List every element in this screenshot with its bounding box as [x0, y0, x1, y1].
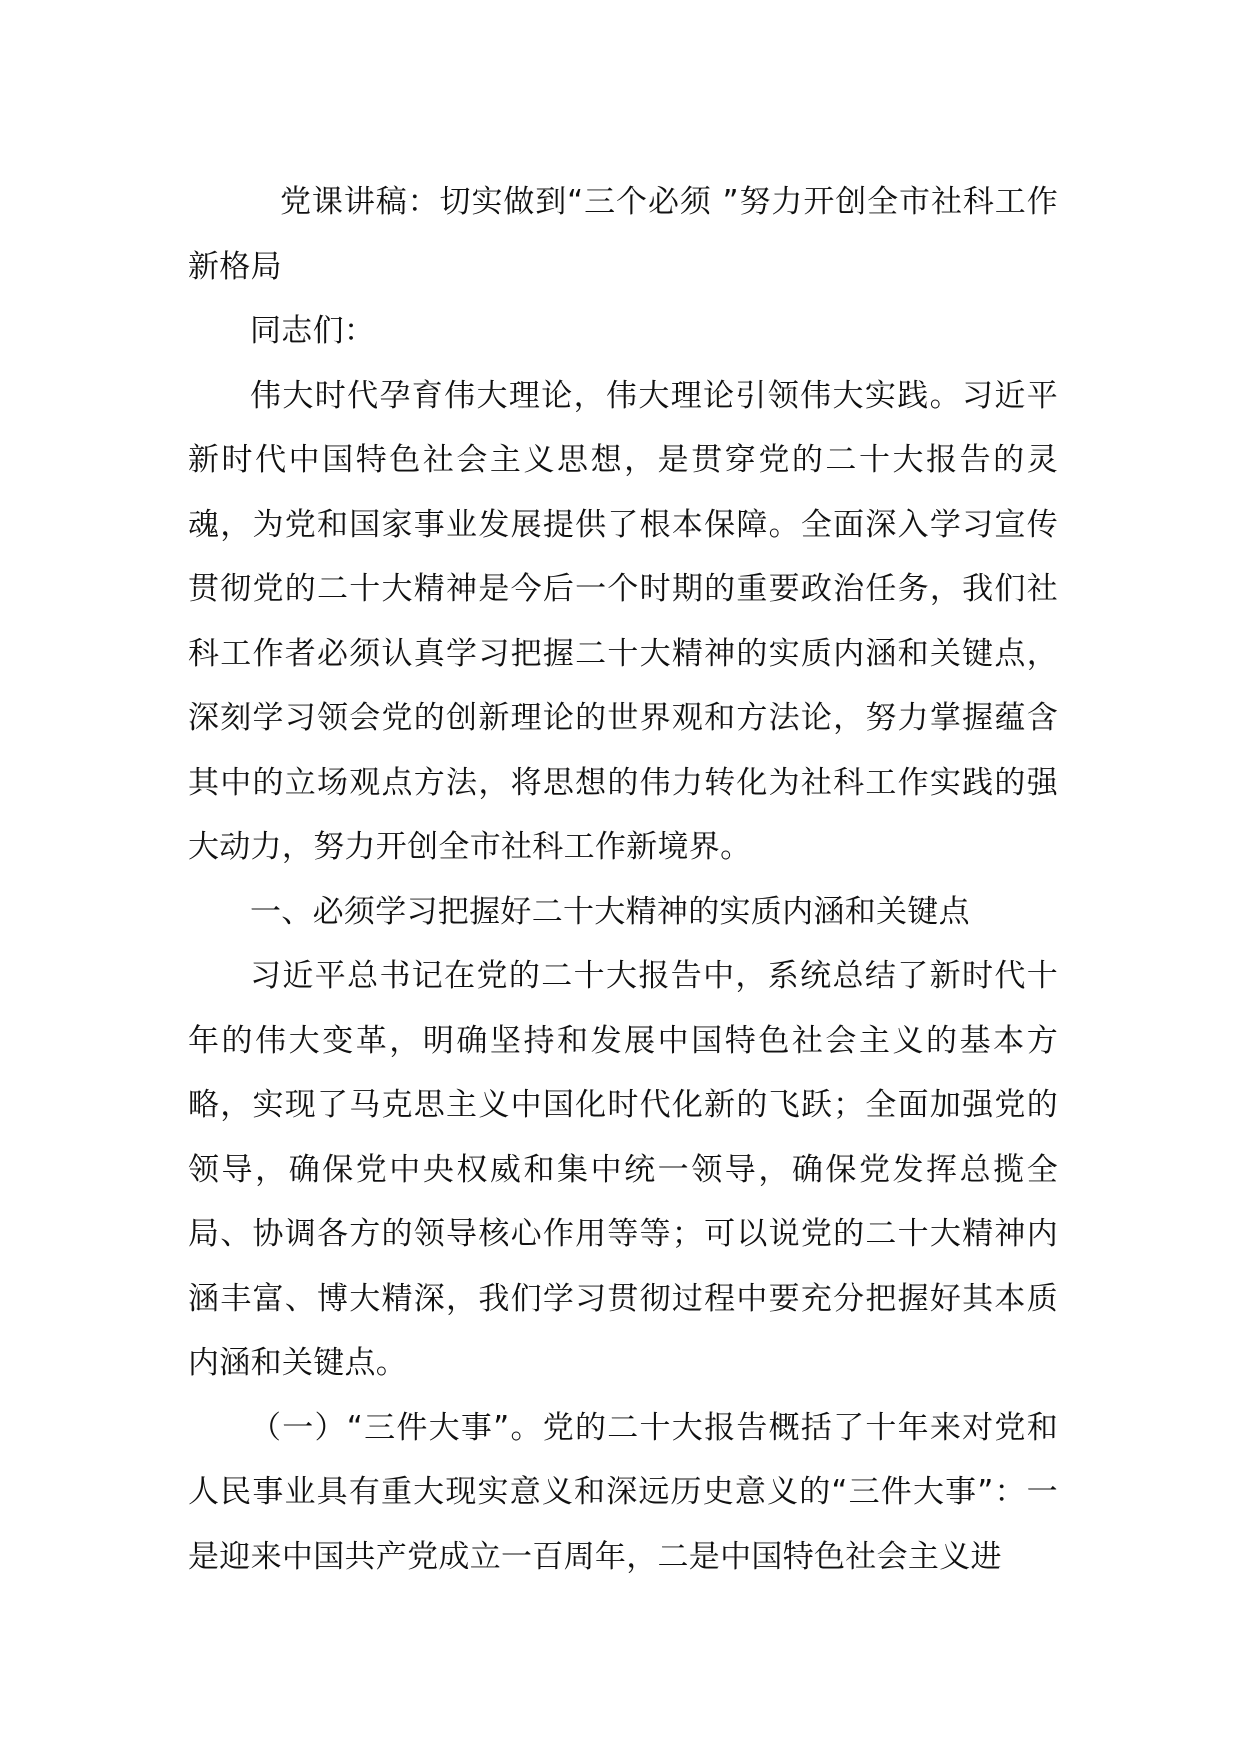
paragraph-intro: 伟大时代孕育伟大理论，伟大理论引领伟大实践。习近平新时代中国特色社会主义思想，是贯穿党的二十大报告的灵魂，为党和国家事业发展提供了根本保障。全面深入学习宣传贯彻党的二十大精神是今后一个时期的重要政治任务，我们社科工作者必须认真学习把握二十大精神的实质内涵和关键点，深刻学习领会党的创新理论的世界观和方法论，努力掌握蕴含其中的立场观点方法，将思想的伟力转化为社科工作实践的强大动力，努力开创全市社科工作新境界。: [188, 377, 1058, 865]
paragraph-section-1: 习近平总书记在党的二十大报告中，系统总结了新时代十年的伟大变革，明确坚持和发展中国特色社会主义的基本方略，实现了马克思主义中国化时代化新的飞跃；全面加强党的领导，确保党中央权威和集中统一领导，确保党发挥总揽全局、协调各方的领导核心作用等等；可以说党的二十大精神内涵丰富、博大精深，我们学习贯彻过程中要充分把握好其本质内涵和关键点。: [188, 958, 1058, 1381]
paragraph-subsection-1: （一）“三件大事”。党的二十大报告概括了十年来对党和人民事业具有重大现实意义和深远历史意义的“三件大事”：一是迎来中国共产党成立一百周年，二是中国特色社会主义进: [188, 1409, 1058, 1575]
salutation: 同志们：: [250, 313, 376, 349]
document-title: 党课讲稿：切实做到“三个必须 ”努力开创全市社科工作新格局: [188, 184, 1058, 285]
section-heading-1: 一、必须学习把握好二十大精神的实质内涵和关键点: [250, 893, 970, 930]
document-body: [188, 170, 1058, 1589]
